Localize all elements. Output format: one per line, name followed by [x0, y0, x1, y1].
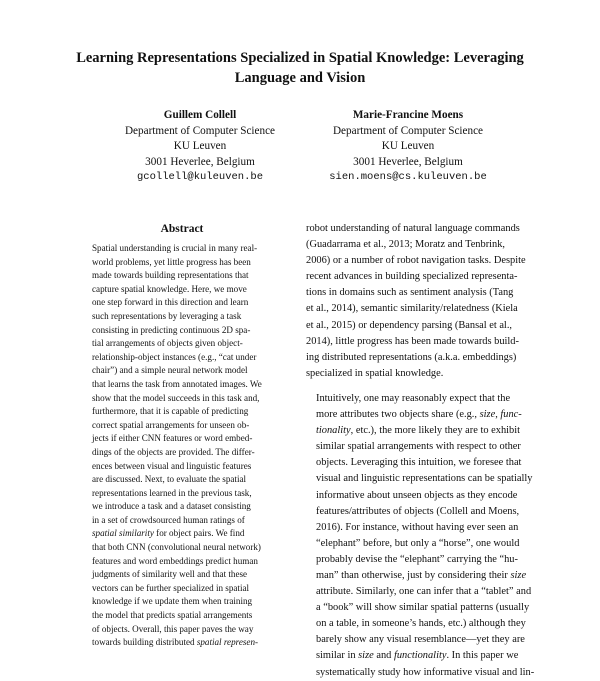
text-line: man” than otherwise, just by considering their size [316, 569, 527, 581]
text-line: tions in domains such as sentiment analysis (Tang [306, 287, 514, 299]
text-line: towards building distributed spatial represen- [92, 637, 259, 648]
text-line: chair”) and a simple neural network model [92, 365, 248, 376]
text-line: more attributes two objects share (e.g., size, func- [316, 409, 522, 421]
author-university: KU Leuven [173, 140, 227, 152]
author-email: gcollell@kuleuven.be [136, 171, 264, 183]
text-line: objects. Leveraging this intuition, we foresee that [316, 457, 522, 469]
paragraph [306, 221, 526, 382]
text-line: dings of the objects are provided. The differ- [92, 446, 255, 457]
author-city: 3001 Heverlee, Belgium [145, 155, 255, 168]
text-line: a “book” will show similar spatial patterns (usually [316, 602, 530, 614]
title-line: Language and Vision [234, 70, 366, 86]
author-name: Guillem Collell [163, 109, 237, 121]
text-line: barely show any visual resemblance—yet they are [316, 634, 525, 646]
text-line: tial arrangements of objects given object- [92, 338, 243, 349]
author-department: Department of Computer Science [332, 124, 484, 137]
paper-title [60, 48, 540, 88]
text-line: such representations by leveraging a task [92, 310, 242, 321]
text-line: ing distributed representations (a.k.a. embeddings) [306, 351, 517, 363]
text-line: tionality, etc.), the more likely they are to exhibit [316, 425, 521, 437]
text-line: capture spatial knowledge. Here, we move [92, 283, 247, 294]
abstract-body [92, 242, 270, 648]
title-line: Learning Representations Specialized in Spatial Knowledge: Leveraging [76, 50, 524, 66]
text-line: specialized in spatial knowledge. [306, 367, 444, 379]
text-line: furthermore, that it is capable of predicting [92, 406, 249, 417]
text-line: recent advances in building specialized representa- [306, 271, 518, 283]
text-line: one step forward in this direction and learn [92, 297, 249, 308]
text-line: (Guadarrama et al., 2013; Moratz and Tenbrink, [306, 239, 506, 251]
text-line: in a set of crowdsourced human ratings of [92, 514, 245, 525]
text-line: made towards building representations that [92, 270, 249, 281]
text-line: features/attributes of objects (Collell and Moens, [316, 505, 520, 517]
abstract-heading: Abstract [160, 223, 204, 235]
text-line: spatial similarity for object pairs. We find [92, 528, 245, 539]
text-line: representations learned in the previous task, [92, 487, 252, 498]
text-line: relationship-object instances (e.g., “cat under [92, 351, 257, 362]
text-line: are discussed. Next, to evaluate the spatial [92, 474, 247, 485]
text-line: of objects. Overall, this paper paves the way [92, 623, 254, 634]
text-line: knowledge if we update them when training [92, 596, 253, 607]
text-line: jects if either CNN features or word embed- [92, 433, 253, 444]
text-line: similar spatial arrangements with respect to other [316, 441, 521, 453]
text-line: on a table, in someone’s hands, etc.) although they [316, 618, 526, 630]
text-line: that learns the task from annotated images. We [92, 378, 262, 389]
author-email: sien.moens@cs.kuleuven.be [329, 171, 487, 183]
author-city: 3001 Heverlee, Belgium [353, 155, 463, 168]
text-line: judgments of similarity well and that these [92, 569, 248, 580]
text-line: world problems, yet little progress has been [92, 256, 251, 267]
author-block [100, 108, 300, 186]
text-line: Intuitively, one may reasonably expect that the [316, 392, 511, 404]
text-line: systematically study how informative visual and lin- [316, 666, 535, 678]
text-line: 2016). For instance, without having ever seen an [316, 521, 519, 533]
text-line: features and word embeddings predict human [92, 555, 258, 566]
text-line: we introduce a task and a dataset consisting [92, 501, 251, 512]
text-line: that both CNN (convolutional neural network) [92, 542, 261, 553]
text-line: 2006) or a number of robot navigation tasks. Despite [306, 255, 526, 267]
text-line: Spatial understanding is crucial in many real- [92, 243, 258, 253]
text-line: “elephant” before, but only a “horse”, one would [316, 537, 520, 549]
text-line: robot understanding of natural language commands [306, 223, 520, 234]
text-line: visual and linguistic representations can be spatially [316, 473, 533, 485]
text-line: et al., 2014), semantic similarity/relatedness (Kiela [306, 303, 518, 315]
text-line: informative about unseen objects as they encode [316, 489, 518, 501]
body-column-right [306, 221, 535, 678]
text-line: attribute. Similarly, one can infer that a “tablet” and [316, 586, 532, 598]
author-department: Department of Computer Science [124, 124, 276, 137]
text-line: the model that predicts spatial arrangements [92, 610, 253, 621]
text-line: similar in size and functionality. In this paper we [316, 650, 519, 662]
text-line: correct spatial arrangements for unseen ob- [92, 419, 250, 430]
author-university: KU Leuven [381, 140, 435, 152]
text-line: et al., 2015) or dependency parsing (Bansal et al., [306, 319, 513, 331]
author-block [308, 108, 508, 186]
text-line: probably devise the “elephant” carrying the “hu- [316, 553, 518, 565]
text-line: show that the model succeeds in this task and, [92, 392, 260, 403]
text-line: consisting in predicting continuous 2D spa- [92, 324, 251, 335]
paragraph [306, 391, 535, 681]
text-line: vectors can be further specialized in spatial [92, 582, 250, 593]
author-name: Marie-Francine Moens [352, 109, 464, 121]
text-line: ences between visual and linguistic features [92, 460, 252, 471]
text-line: 2014), little progress has been made towards build- [306, 335, 519, 347]
